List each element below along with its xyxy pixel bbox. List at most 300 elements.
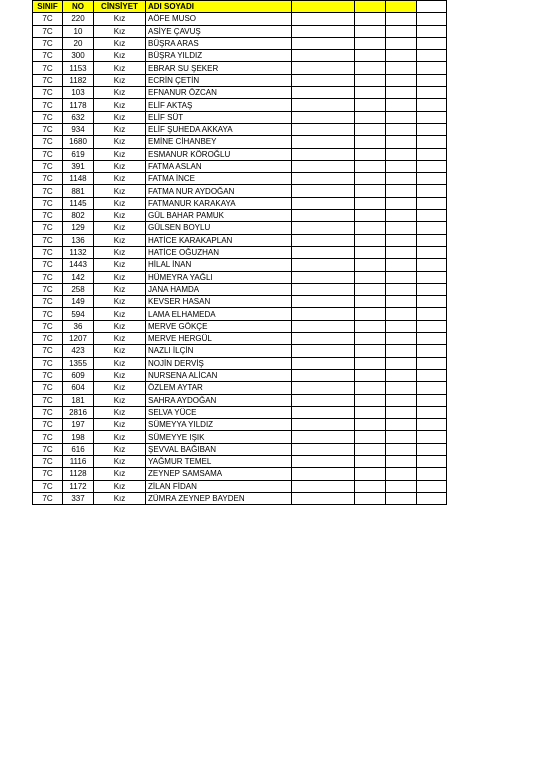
name-cell: ZEYNEP SAMSAMA — [146, 468, 292, 480]
name-cell: BÜŞRA ARAS — [146, 37, 292, 49]
name-cell: ŞEVVAL BAĞIBAN — [146, 443, 292, 455]
name-cell: SÜMEYYA YILDIZ — [146, 419, 292, 431]
empty-cell — [292, 99, 355, 111]
empty-cell — [292, 246, 355, 258]
no-cell: 197 — [63, 419, 94, 431]
empty-cell — [292, 345, 355, 357]
empty-cell — [386, 123, 417, 135]
header-empty-cell — [355, 1, 386, 13]
empty-cell — [386, 333, 417, 345]
empty-cell — [417, 419, 447, 431]
name-cell: SÜMEYYE IŞIK — [146, 431, 292, 443]
empty-cell — [355, 320, 386, 332]
no-cell: 632 — [63, 111, 94, 123]
no-cell: 1116 — [63, 455, 94, 467]
name-cell: NAZLI İLÇİN — [146, 345, 292, 357]
empty-cell — [292, 443, 355, 455]
empty-cell — [355, 271, 386, 283]
table-row — [33, 173, 447, 185]
table-row — [33, 320, 447, 332]
class-cell: 7C — [33, 419, 63, 431]
name-cell: ÖZLEM AYTAR — [146, 382, 292, 394]
empty-cell — [417, 308, 447, 320]
no-cell: 881 — [63, 185, 94, 197]
gender-cell: Kız — [94, 87, 146, 99]
empty-cell — [417, 333, 447, 345]
table-row — [33, 431, 447, 443]
gender-cell: Kız — [94, 50, 146, 62]
name-cell: EBRAR SU ŞEKER — [146, 62, 292, 74]
empty-cell — [355, 37, 386, 49]
empty-cell — [292, 173, 355, 185]
empty-cell — [355, 283, 386, 295]
empty-cell — [386, 382, 417, 394]
class-cell: 7C — [33, 480, 63, 492]
empty-cell — [417, 259, 447, 271]
empty-cell — [417, 123, 447, 135]
table-row — [33, 87, 447, 99]
empty-cell — [386, 283, 417, 295]
class-cell: 7C — [33, 210, 63, 222]
empty-cell — [386, 406, 417, 418]
table-row — [33, 234, 447, 246]
empty-cell — [417, 369, 447, 381]
no-cell: 1178 — [63, 99, 94, 111]
empty-cell — [417, 394, 447, 406]
empty-cell — [292, 25, 355, 37]
class-cell: 7C — [33, 62, 63, 74]
empty-cell — [355, 210, 386, 222]
empty-cell — [355, 50, 386, 62]
empty-cell — [386, 246, 417, 258]
name-cell: SELVA YÜCE — [146, 406, 292, 418]
empty-cell — [355, 111, 386, 123]
empty-cell — [355, 234, 386, 246]
empty-cell — [355, 222, 386, 234]
name-cell: FATMA NUR AYDOĞAN — [146, 185, 292, 197]
table-row — [33, 62, 447, 74]
empty-cell — [417, 37, 447, 49]
empty-cell — [386, 271, 417, 283]
table-row — [33, 160, 447, 172]
class-cell: 7C — [33, 308, 63, 320]
no-cell: 616 — [63, 443, 94, 455]
class-cell: 7C — [33, 111, 63, 123]
class-cell: 7C — [33, 185, 63, 197]
empty-cell — [386, 234, 417, 246]
empty-cell — [386, 99, 417, 111]
no-cell: 1680 — [63, 136, 94, 148]
empty-cell — [355, 468, 386, 480]
name-cell: LAMA ELHAMEDA — [146, 308, 292, 320]
gender-cell: Kız — [94, 210, 146, 222]
name-cell: FATMA İNCE — [146, 173, 292, 185]
no-cell: 609 — [63, 369, 94, 381]
empty-cell — [292, 394, 355, 406]
table-row — [33, 492, 447, 504]
gender-cell: Kız — [94, 160, 146, 172]
empty-cell — [292, 431, 355, 443]
empty-cell — [386, 50, 417, 62]
class-cell: 7C — [33, 345, 63, 357]
no-cell: 2816 — [63, 406, 94, 418]
no-cell: 10 — [63, 25, 94, 37]
class-cell: 7C — [33, 99, 63, 111]
class-cell: 7C — [33, 197, 63, 209]
empty-cell — [386, 148, 417, 160]
empty-cell — [386, 468, 417, 480]
class-cell: 7C — [33, 259, 63, 271]
name-cell: ZÜMRA ZEYNEP BAYDEN — [146, 492, 292, 504]
empty-cell — [417, 455, 447, 467]
no-cell: 391 — [63, 160, 94, 172]
no-cell: 181 — [63, 394, 94, 406]
empty-cell — [292, 296, 355, 308]
empty-cell — [355, 492, 386, 504]
gender-cell: Kız — [94, 406, 146, 418]
empty-cell — [386, 308, 417, 320]
empty-cell — [292, 160, 355, 172]
gender-cell: Kız — [94, 369, 146, 381]
empty-cell — [292, 37, 355, 49]
gender-cell: Kız — [94, 259, 146, 271]
empty-cell — [417, 320, 447, 332]
empty-cell — [292, 148, 355, 160]
empty-cell — [292, 13, 355, 25]
no-cell: 149 — [63, 296, 94, 308]
empty-cell — [417, 210, 447, 222]
gender-cell: Kız — [94, 173, 146, 185]
empty-cell — [386, 320, 417, 332]
name-cell: FATMA ASLAN — [146, 160, 292, 172]
name-cell: AÖFE MUSO — [146, 13, 292, 25]
empty-cell — [292, 50, 355, 62]
class-cell: 7C — [33, 382, 63, 394]
name-cell: MERVE HERGÜL — [146, 333, 292, 345]
class-cell: 7C — [33, 246, 63, 258]
empty-cell — [386, 419, 417, 431]
no-cell: 594 — [63, 308, 94, 320]
class-cell: 7C — [33, 123, 63, 135]
student-list-table — [32, 0, 447, 505]
gender-cell: Kız — [94, 492, 146, 504]
class-cell: 7C — [33, 492, 63, 504]
gender-cell: Kız — [94, 99, 146, 111]
empty-cell — [386, 111, 417, 123]
empty-cell — [417, 136, 447, 148]
gender-cell: Kız — [94, 308, 146, 320]
empty-cell — [417, 406, 447, 418]
gender-cell: Kız — [94, 443, 146, 455]
empty-cell — [355, 308, 386, 320]
class-cell: 7C — [33, 37, 63, 49]
table-row — [33, 419, 447, 431]
table-row — [33, 123, 447, 135]
class-cell: 7C — [33, 468, 63, 480]
empty-cell — [292, 320, 355, 332]
empty-cell — [386, 173, 417, 185]
gender-cell: Kız — [94, 468, 146, 480]
gender-cell: Kız — [94, 394, 146, 406]
empty-cell — [292, 74, 355, 86]
empty-cell — [355, 345, 386, 357]
class-cell: 7C — [33, 406, 63, 418]
header-empty-cell — [386, 1, 417, 13]
empty-cell — [386, 160, 417, 172]
empty-cell — [355, 197, 386, 209]
empty-cell — [355, 296, 386, 308]
no-cell: 142 — [63, 271, 94, 283]
gender-cell: Kız — [94, 123, 146, 135]
empty-cell — [417, 99, 447, 111]
gender-cell: Kız — [94, 185, 146, 197]
gender-cell: Kız — [94, 357, 146, 369]
class-cell: 7C — [33, 320, 63, 332]
table-row — [33, 50, 447, 62]
class-cell: 7C — [33, 357, 63, 369]
name-cell: GÜL BAHAR PAMUK — [146, 210, 292, 222]
empty-cell — [386, 357, 417, 369]
table-row — [33, 333, 447, 345]
gender-cell: Kız — [94, 13, 146, 25]
no-cell: 1443 — [63, 259, 94, 271]
no-cell: 103 — [63, 87, 94, 99]
name-cell: GÜLSEN BOYLU — [146, 222, 292, 234]
empty-cell — [386, 394, 417, 406]
gender-cell: Kız — [94, 234, 146, 246]
empty-cell — [417, 197, 447, 209]
class-cell: 7C — [33, 136, 63, 148]
gender-cell: Kız — [94, 320, 146, 332]
empty-cell — [355, 455, 386, 467]
table-row — [33, 296, 447, 308]
empty-cell — [355, 382, 386, 394]
empty-cell — [417, 87, 447, 99]
empty-cell — [417, 246, 447, 258]
empty-cell — [355, 394, 386, 406]
header-gender: CİNSİYET — [94, 1, 146, 13]
no-cell: 1148 — [63, 173, 94, 185]
empty-cell — [417, 234, 447, 246]
class-cell: 7C — [33, 296, 63, 308]
empty-cell — [292, 62, 355, 74]
table-row — [33, 37, 447, 49]
empty-cell — [386, 296, 417, 308]
empty-cell — [417, 357, 447, 369]
empty-cell — [355, 62, 386, 74]
empty-cell — [355, 185, 386, 197]
empty-cell — [417, 148, 447, 160]
no-cell: 136 — [63, 234, 94, 246]
no-cell: 1172 — [63, 480, 94, 492]
gender-cell: Kız — [94, 455, 146, 467]
table-row — [33, 271, 447, 283]
empty-cell — [292, 468, 355, 480]
empty-cell — [292, 369, 355, 381]
table-row — [33, 246, 447, 258]
name-cell: EFNANUR ÖZCAN — [146, 87, 292, 99]
empty-cell — [386, 210, 417, 222]
empty-cell — [386, 136, 417, 148]
class-cell: 7C — [33, 87, 63, 99]
table-row — [33, 136, 447, 148]
empty-cell — [386, 62, 417, 74]
empty-cell — [417, 74, 447, 86]
gender-cell: Kız — [94, 148, 146, 160]
name-cell: HÜMEYRA YAĞLI — [146, 271, 292, 283]
empty-cell — [417, 492, 447, 504]
empty-cell — [355, 406, 386, 418]
no-cell: 1128 — [63, 468, 94, 480]
empty-cell — [292, 87, 355, 99]
empty-cell — [355, 333, 386, 345]
empty-cell — [292, 197, 355, 209]
empty-cell — [417, 111, 447, 123]
empty-cell — [355, 148, 386, 160]
table-row — [33, 148, 447, 160]
empty-cell — [292, 455, 355, 467]
class-cell: 7C — [33, 160, 63, 172]
empty-cell — [355, 357, 386, 369]
table-row — [33, 222, 447, 234]
no-cell: 220 — [63, 13, 94, 25]
gender-cell: Kız — [94, 419, 146, 431]
empty-cell — [355, 431, 386, 443]
table-row — [33, 210, 447, 222]
header-name: ADI SOYADI — [146, 1, 292, 13]
name-cell: NURSENA ALİCAN — [146, 369, 292, 381]
table-row — [33, 357, 447, 369]
empty-cell — [386, 345, 417, 357]
class-cell: 7C — [33, 173, 63, 185]
empty-cell — [417, 25, 447, 37]
no-cell: 337 — [63, 492, 94, 504]
name-cell: ELİF AKTAŞ — [146, 99, 292, 111]
gender-cell: Kız — [94, 136, 146, 148]
name-cell: HATİCE KARAKAPLAN — [146, 234, 292, 246]
header-empty-cell — [417, 1, 447, 13]
name-cell: KEVSER HASAN — [146, 296, 292, 308]
class-cell: 7C — [33, 222, 63, 234]
empty-cell — [386, 480, 417, 492]
name-cell: ELİF SÜT — [146, 111, 292, 123]
gender-cell: Kız — [94, 296, 146, 308]
class-cell: 7C — [33, 13, 63, 25]
header-class: SINIF — [33, 1, 63, 13]
empty-cell — [355, 74, 386, 86]
empty-cell — [292, 382, 355, 394]
empty-cell — [386, 87, 417, 99]
empty-cell — [386, 13, 417, 25]
no-cell: 129 — [63, 222, 94, 234]
gender-cell: Kız — [94, 246, 146, 258]
class-cell: 7C — [33, 455, 63, 467]
empty-cell — [355, 136, 386, 148]
table-row — [33, 197, 447, 209]
table-row — [33, 259, 447, 271]
table-row — [33, 394, 447, 406]
class-cell: 7C — [33, 431, 63, 443]
empty-cell — [292, 185, 355, 197]
class-cell: 7C — [33, 148, 63, 160]
empty-cell — [386, 222, 417, 234]
empty-cell — [386, 443, 417, 455]
name-cell: ASİYE ÇAVUŞ — [146, 25, 292, 37]
empty-cell — [417, 271, 447, 283]
empty-cell — [355, 419, 386, 431]
no-cell: 198 — [63, 431, 94, 443]
empty-cell — [292, 222, 355, 234]
table-row — [33, 480, 447, 492]
class-cell: 7C — [33, 271, 63, 283]
no-cell: 802 — [63, 210, 94, 222]
table-row — [33, 74, 447, 86]
class-cell: 7C — [33, 283, 63, 295]
no-cell: 36 — [63, 320, 94, 332]
no-cell: 300 — [63, 50, 94, 62]
empty-cell — [292, 271, 355, 283]
gender-cell: Kız — [94, 480, 146, 492]
name-cell: HATİCE OĞUZHAN — [146, 246, 292, 258]
gender-cell: Kız — [94, 222, 146, 234]
empty-cell — [292, 210, 355, 222]
empty-cell — [292, 406, 355, 418]
empty-cell — [417, 160, 447, 172]
name-cell: ECRİN ÇETİN — [146, 74, 292, 86]
no-cell: 20 — [63, 37, 94, 49]
empty-cell — [417, 468, 447, 480]
empty-cell — [292, 136, 355, 148]
empty-cell — [292, 333, 355, 345]
name-cell: ELİF ŞUHEDA AKKAYA — [146, 123, 292, 135]
empty-cell — [417, 62, 447, 74]
class-cell: 7C — [33, 25, 63, 37]
gender-cell: Kız — [94, 197, 146, 209]
name-cell: ESMANUR KÖROĞLU — [146, 148, 292, 160]
empty-cell — [386, 455, 417, 467]
name-cell: JANA HAMDA — [146, 283, 292, 295]
empty-cell — [417, 185, 447, 197]
empty-cell — [355, 259, 386, 271]
empty-cell — [417, 431, 447, 443]
class-cell: 7C — [33, 50, 63, 62]
no-cell: 1355 — [63, 357, 94, 369]
gender-cell: Kız — [94, 74, 146, 86]
no-cell: 423 — [63, 345, 94, 357]
empty-cell — [355, 99, 386, 111]
empty-cell — [417, 50, 447, 62]
table-row — [33, 25, 447, 37]
table-row — [33, 455, 447, 467]
name-cell: YAĞMUR TEMEL — [146, 455, 292, 467]
gender-cell: Kız — [94, 111, 146, 123]
empty-cell — [386, 259, 417, 271]
empty-cell — [417, 480, 447, 492]
table-row — [33, 443, 447, 455]
empty-cell — [355, 246, 386, 258]
empty-cell — [292, 357, 355, 369]
empty-cell — [355, 87, 386, 99]
empty-cell — [355, 25, 386, 37]
empty-cell — [417, 382, 447, 394]
empty-cell — [417, 13, 447, 25]
table-row — [33, 99, 447, 111]
name-cell: FATMANUR KARAKAYA — [146, 197, 292, 209]
class-cell: 7C — [33, 74, 63, 86]
class-cell: 7C — [33, 369, 63, 381]
empty-cell — [292, 111, 355, 123]
empty-cell — [417, 283, 447, 295]
